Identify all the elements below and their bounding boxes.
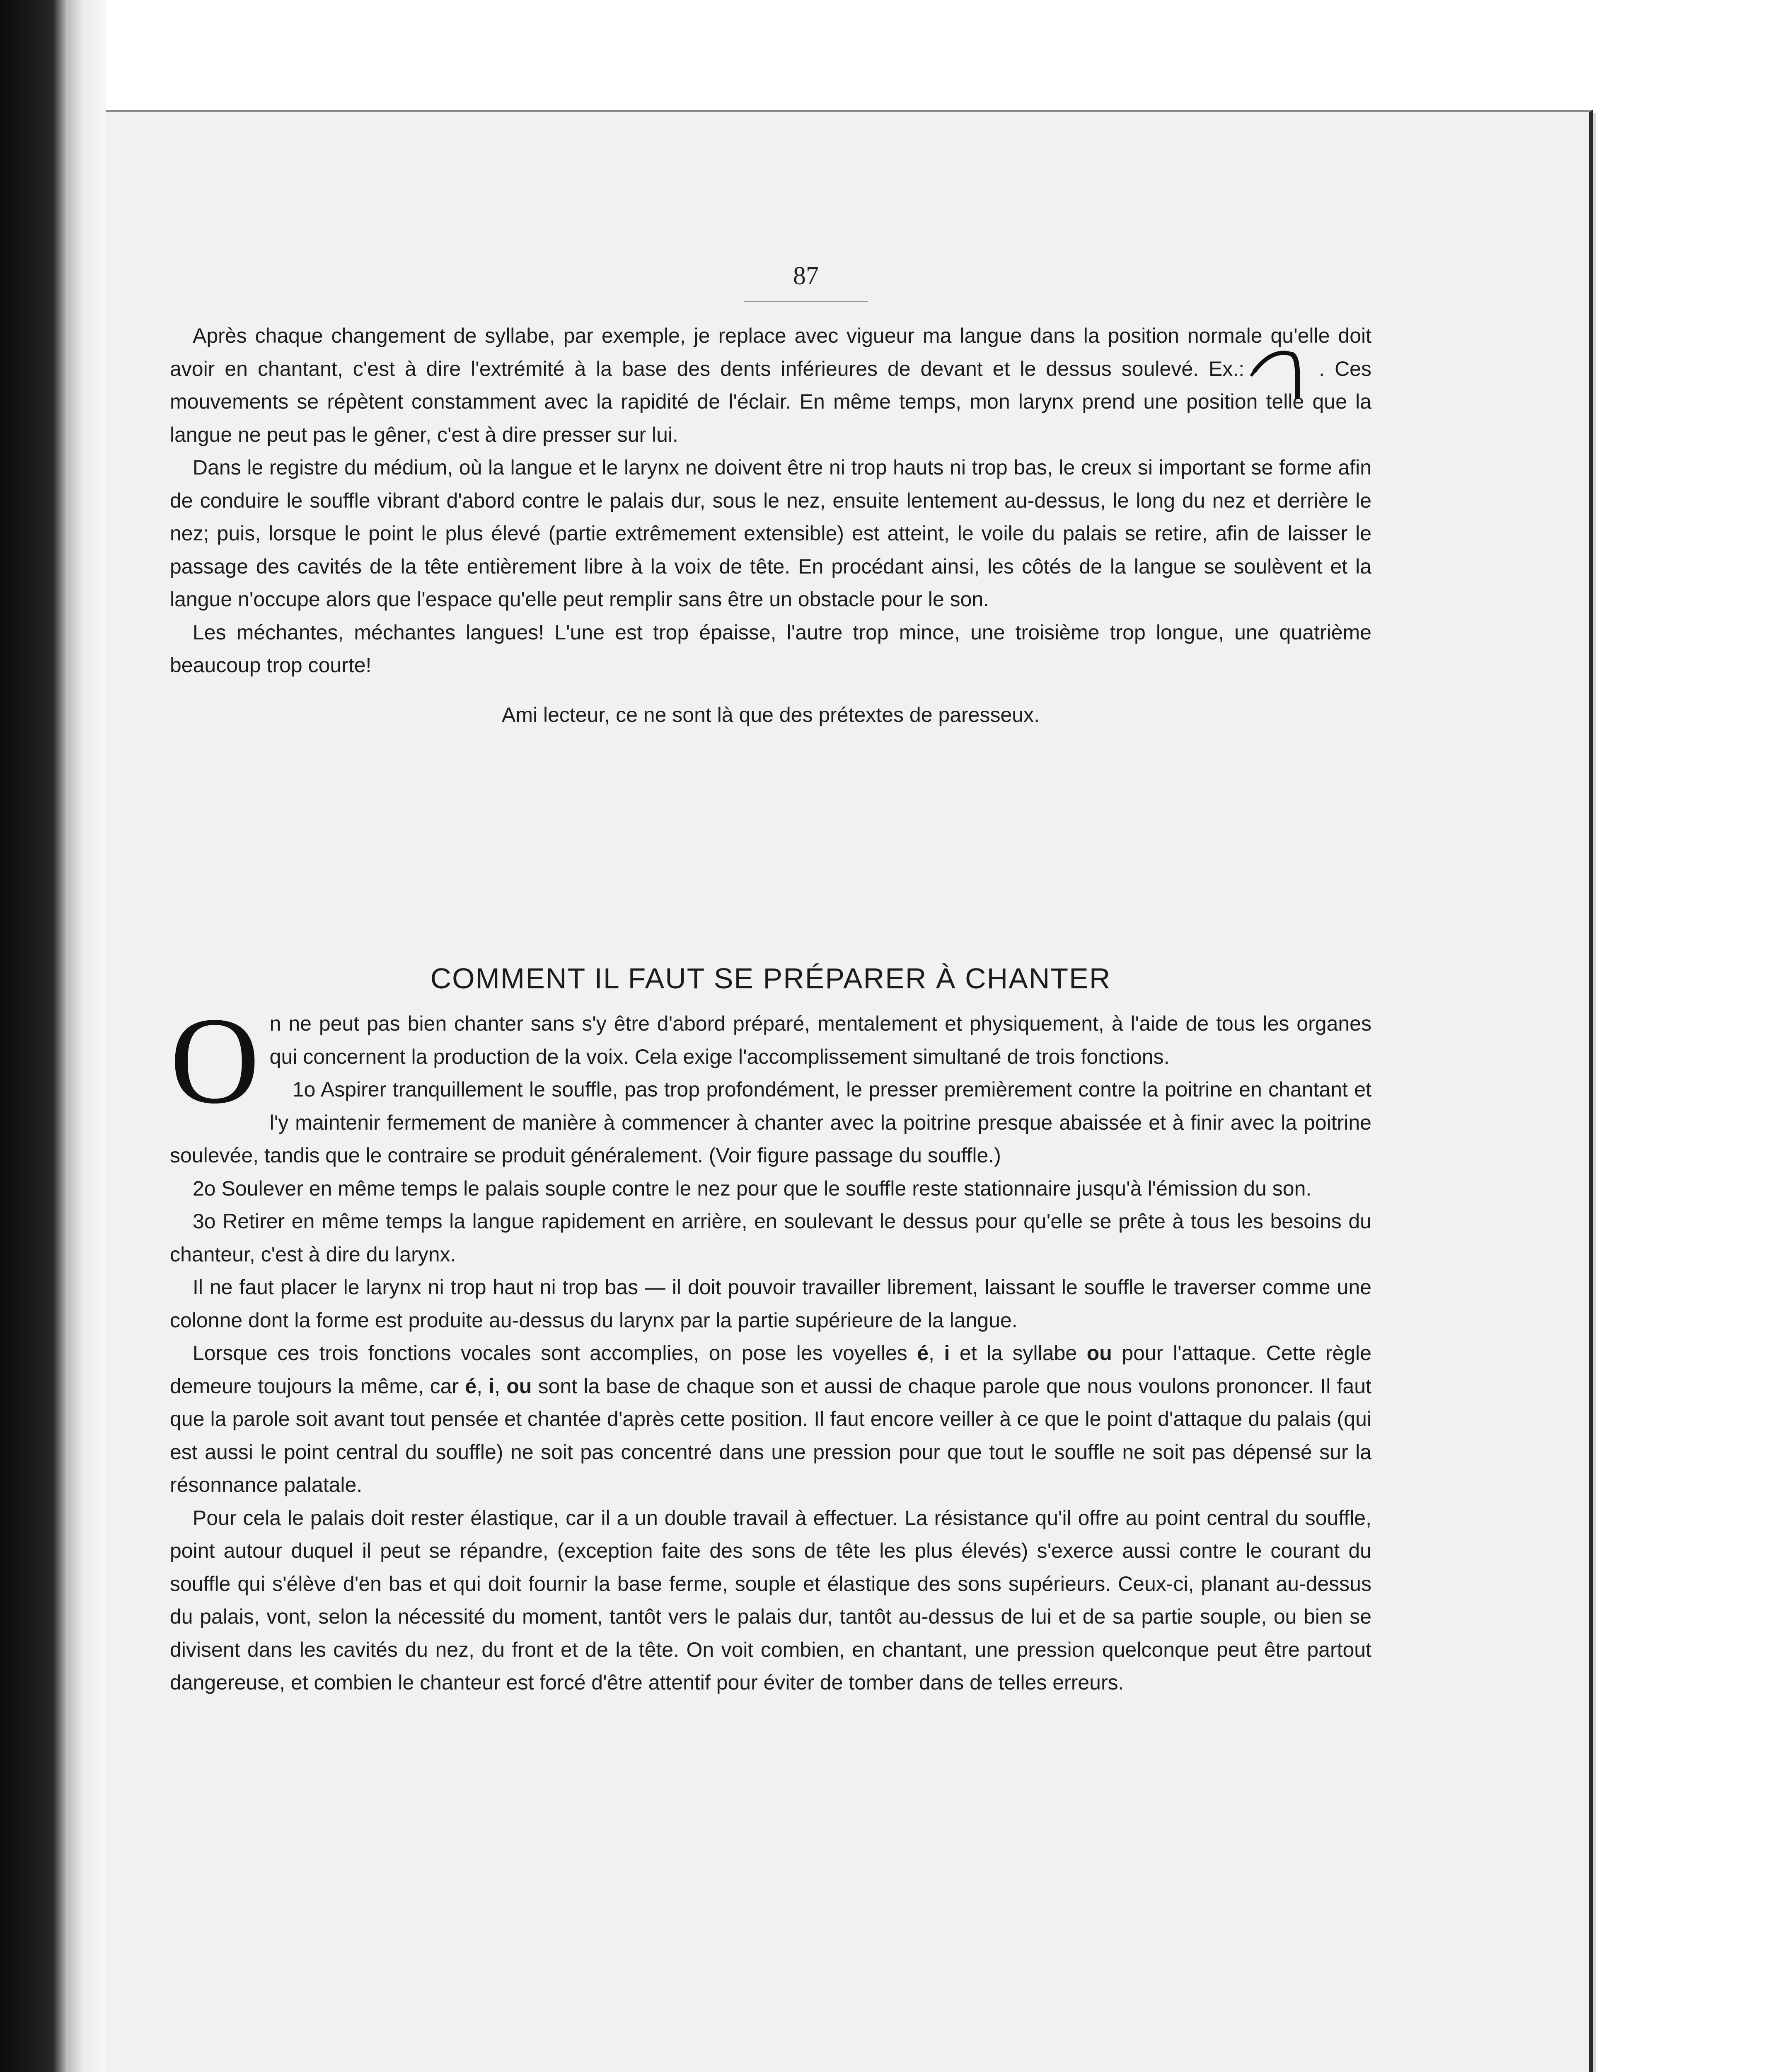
section-paragraph-7: Pour cela le palais doit rester élastique, car il a un double travail à effectuer. La résistance qu'il offre au point central du souffle, point autour duquel il peut se répandre, (exception faite des sons de tête les plus élevés) s'exerce aussi contre le courant du souffle qui s'élève d'en bas et qui doit fournir la base ferme, souple et élastique des sons supérieurs. Ceux-ci, planant au-dessus du palais, vont, selon la nécessité du moment, tantôt vers le palais dur, tantôt au-dessus de lui et de sa partie souple, ou bien se divisent dans les cavités du nez, du front et de la tête. On voit combien, en chantant, une pression quelconque peut être partout dangereuse, et combien le chanteur est forcé d'être attentif pour éviter de tomber dans de telles erreurs.	[170, 1506, 1371, 1694]
p6-part-b: ,	[929, 1341, 934, 1365]
section-paragraph-5: Il ne faut placer le larynx ni trop haut ni trop bas — il doit pouvoir travailler librement, laissant le souffle le traverser comme une colonne dont la forme est produite au-dessus du larynx par la partie supérieure de la langue.	[170, 1276, 1371, 1332]
intro-text	[170, 320, 1371, 731]
intro-paragraph-1-part-b: . Ces mouvements se répètent constamment avec la rapidité de l'éclair. En même temps, mon larynx prend une position telle que la langue ne peut pas le gêner, c'est à dire presser sur lui.	[170, 357, 1371, 446]
section-paragraph-1-text: n ne peut pas bien chanter sans s'y être d'abord préparé, mentalement et physiquement, à l'aide de tous les organes qui concernent la production de la voix. Cela exige l'accomplissement simultané de trois fonctions.	[269, 1012, 1371, 1068]
p6-part-a: Lorsque ces trois fonctions vocales sont accomplies, on pose les voyelles	[193, 1341, 907, 1365]
page-sheet	[106, 110, 1593, 2072]
syllable-ou: ou	[1086, 1341, 1112, 1365]
p6-part-f: ,	[494, 1374, 501, 1398]
intro-closing-line: Ami lecteur, ce ne sont là que des prétextes de paresseux.	[502, 703, 1040, 726]
vowel-e: é	[917, 1341, 929, 1365]
vowel-i: i	[944, 1341, 950, 1365]
syllable-ou-repeat: ou	[506, 1374, 532, 1398]
section-paragraph-2: 1o Aspirer tranquillement le souffle, pas trop profondément, le presser premièrement contre la poitrine en chantant et l'y maintenir fermement de manière à commencer à chanter avec la poitrine presque abaissée et à finir avec la poitrine soulevée, tandis que le contraire se produit généralement. (Voir figure passage du souffle.)	[170, 1078, 1371, 1167]
page-number: 87	[793, 262, 819, 290]
p6-part-g: sont la base de chaque son et aussi de chaque parole que nous voulons prononcer. Il faut que la parole soit avant tout pensée et chantée d'après cette position. Il faut encore veiller à ce que le point d'attaque du palais (qui est aussi le point central du souffle) ne soit pas concentré dans une pression pour que tout le souffle ne soit pas dépensé sur la résonnance palatale.	[170, 1374, 1371, 1496]
binding-edge	[68, 0, 106, 2072]
p6-part-e: ,	[476, 1374, 483, 1398]
section-paragraph-6	[170, 1337, 1371, 1502]
vowel-e-repeat: é	[465, 1374, 477, 1398]
intro-paragraph-3: Les méchantes, méchantes langues! L'une est trop épaisse, l'autre trop mince, une troisième trop longue, une quatrième beaucoup trop courte!	[170, 620, 1371, 677]
section-paragraph-3: 2o Soulever en même temps le palais souple contre le nez pour que le souffle reste stationnaire jusqu'à l'émission du son.	[193, 1176, 1312, 1200]
vowel-i-repeat: i	[489, 1374, 495, 1398]
section-paragraph-4: 3o Retirer en même temps la langue rapidement en arrière, en soulevant le dessus pour qu'elle se prête à tous les besoins du chanteur, c'est à dire du larynx.	[170, 1210, 1371, 1266]
drop-cap: O	[170, 992, 260, 1129]
p6-part-c: et la syllabe	[959, 1341, 1077, 1365]
intro-paragraph-1-part-a: Après chaque changement de syllabe, par exemple, je replace avec vigueur ma langue dans la position normale qu'elle doit avoir en chantant, c'est à dire l'extrémité à la base des dents inférieures de devant et le dessus soulevé. Ex.:	[170, 324, 1371, 380]
page-number-rule	[744, 301, 868, 302]
intro-paragraph-2: Dans le registre du médium, où la langue et le larynx ne doivent être ni trop hauts ni trop bas, le creux si important se forme afin de conduire le souffle vibrant d'abord contre le palais dur, sous le nez, ensuite lentement au-dessus, le long du nez et derrière le nez; puis, lorsque le point le plus élevé (partie extrêmement extensible) est atteint, le voile du palais se retire, afin de laisser le passage des cavités de la tête entièrement libre à la voix de tête. En procédant ainsi, les côtés de la langue se soulèvent et la langue n'occupe alors que l'espace qu'elle peut remplir sans être un obstacle pour le son.	[170, 456, 1371, 611]
book-binding	[0, 0, 68, 2072]
p6-part-d: pour l'attaque. Cette règle demeure toujours la même, car	[170, 1341, 1371, 1398]
section-title: COMMENT IL FAUT SE PRÉPARER À CHANTER	[430, 962, 1111, 995]
section-text	[170, 992, 1371, 1699]
intro-paragraph-1	[170, 320, 1371, 451]
